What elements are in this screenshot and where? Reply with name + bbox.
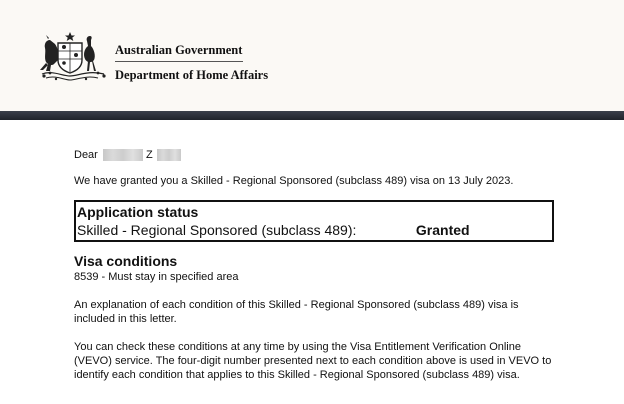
grant-notice: We have granted you a Skilled - Regional Sponsored (subclass 489) visa on 13 July 2023. bbox=[74, 175, 514, 187]
visa-conditions-heading: Visa conditions bbox=[74, 253, 178, 269]
condition-item: 8539 - Must stay in specified area bbox=[74, 271, 239, 283]
government-wordmark bbox=[115, 42, 275, 83]
header-banner bbox=[0, 111, 624, 120]
coat-of-arms-icon bbox=[36, 30, 110, 84]
application-status-box bbox=[74, 200, 554, 242]
vevo-paragraph: You can check these conditions at any time by using the Visa Entitlement Verification Online (VEVO) service. The four-digit number presented next to each condition above is used in VEVO to identify each condition that applies to this Skilled - Regional Sponsored (subclass 489) visa. bbox=[74, 341, 552, 381]
status-visa-label: Skilled - Regional Sponsored (subclass 489): bbox=[77, 222, 357, 238]
status-heading: Application status bbox=[77, 204, 199, 220]
salutation-prefix: Dear bbox=[74, 149, 98, 161]
government-name: Australian Government bbox=[115, 43, 243, 57]
letterhead bbox=[0, 0, 624, 111]
letter-body bbox=[74, 148, 554, 382]
explanation-paragraph: An explanation of each condition of this Skilled - Regional Sponsored (subclass 489) visa is included in this letter. bbox=[74, 299, 519, 325]
redacted-first-name bbox=[103, 149, 143, 161]
salutation-initial: Z bbox=[145, 149, 153, 161]
redacted-last-name bbox=[157, 149, 181, 161]
status-row bbox=[77, 221, 552, 239]
salutation bbox=[74, 148, 554, 162]
wordmark-divider bbox=[115, 61, 243, 62]
status-value: Granted bbox=[415, 222, 470, 238]
department-name: Department of Home Affairs bbox=[115, 68, 269, 82]
